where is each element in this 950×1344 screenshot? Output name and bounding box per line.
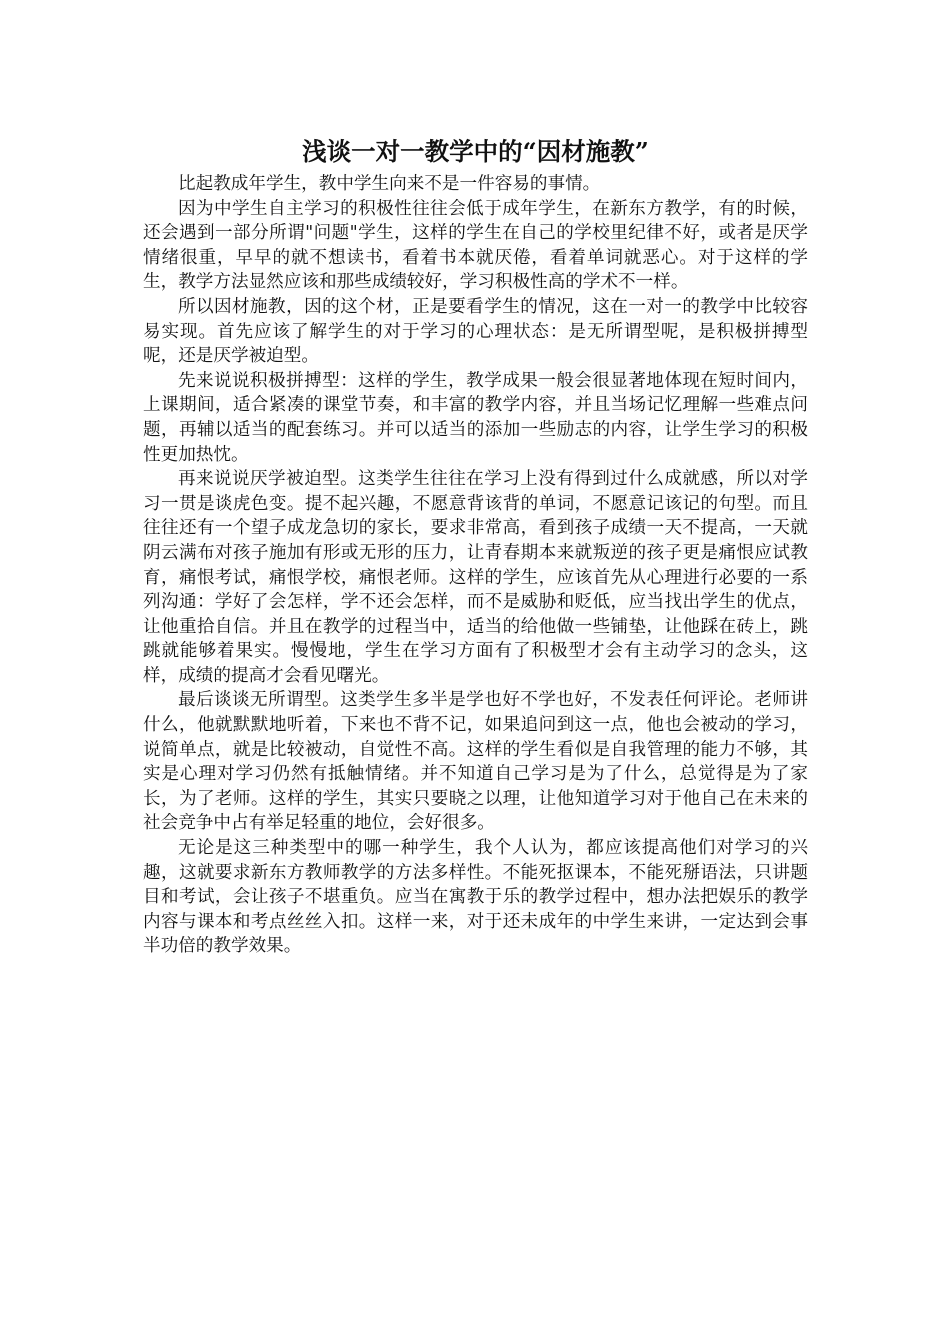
paragraph-teaching-approach: 所以因材施教，因的这个材，正是要看学生的情况，这在一对一的教学中比较容易实现。首先应该了解学生的对于学习的心理状态：是无所谓型呢，是积极拼搏型呢，还是厌学被迫型。	[143, 296, 808, 367]
document-body	[143, 134, 808, 959]
paragraph-active-type: 先来说说积极拼搏型：这样的学生，教学成果一般会很显著地体现在短时间内，上课期间，适合紧凑的课堂节奏，和丰富的教学内容，并且当场记忆理解一些难点问题，再辅以适当的配套练习。并可以适当的添加一些励志的内容，让学生学习的积极性更加热忱。	[143, 370, 808, 465]
paragraph-problem-students: 因为中学生自主学习的积极性往往会低于成年学生，在新东方教学，有的时候，还会遇到一部分所谓"问题"学生，这样的学生在自己的学校里纪律不好，或者是厌学情绪很重，早早的就不想读书，看着书本就厌倦，看着单词就恶心。对于这样的学生，教学方法显然应该和那些成绩较好，学习积极性高的学术不一样。	[143, 198, 808, 293]
paragraph-indifferent-type: 最后谈谈无所谓型。这类学生多半是学也好不学也好，不发表任何评论。老师讲什么，他就默默地听着，下来也不背不记，如果追问到这一点，他也会被动的学习，说简单点，就是比较被动，自觉性不高。这样的学生看似是自我管理的能力不够，其实是心理对学习仍然有抵触情绪。并不知道自己学习是为了什么，总觉得是为了家长，为了老师。这样的学生，其实只要晓之以理，让他知道学习对于他自己在未来的社会竞争中占有举足轻重的地位，会好很多。	[143, 690, 808, 834]
paragraph-intro: 比起教成年学生，教中学生向来不是一件容易的事情。	[178, 174, 601, 194]
paragraph-forced-type: 再来说说厌学被迫型。这类学生往往在学习上没有得到过什么成就感，所以对学习一贯是谈虎色变。提不起兴趣，不愿意背该背的单词，不愿意记该记的句型。而且往往还有一个望子成龙急切的家长，要求非常高，看到孩子成绩一天不提高，一天就阴云满布对孩子施加有形或无形的压力，让青春期本来就叛逆的孩子更是痛恨应试教育，痛恨考试，痛恨学校，痛恨老师。这样的学生，应该首先从心理进行必要的一系列沟通：学好了会怎样，学不还会怎样，而不是威胁和贬低，应当找出学生的优点，让他重拾自信。并且在教学的过程当中，适当的给他做一些铺垫，让他踩在砖上，跳跳就能够着果实。慢慢地，学生在学习方面有了积极型才会有主动学习的念头，这样，成绩的提高才会看见曙光。	[143, 469, 808, 686]
document-title: 浅谈一对一教学中的“因材施教”	[302, 137, 649, 166]
paragraph-conclusion: 无论是这三种类型中的哪一种学生，我个人认为，都应该提高他们对学习的兴趣，这就要求新东方教师教学的方法多样性。不能死抠课本，不能死掰语法，只讲题目和考试，会让孩子不堪重负。应当在寓教于乐的教学过程中，想办法把娱乐的教学内容与课本和考点丝丝入扣。这样一来，对于还未成年的中学生来讲，一定达到会事半功倍的教学效果。	[143, 838, 808, 957]
